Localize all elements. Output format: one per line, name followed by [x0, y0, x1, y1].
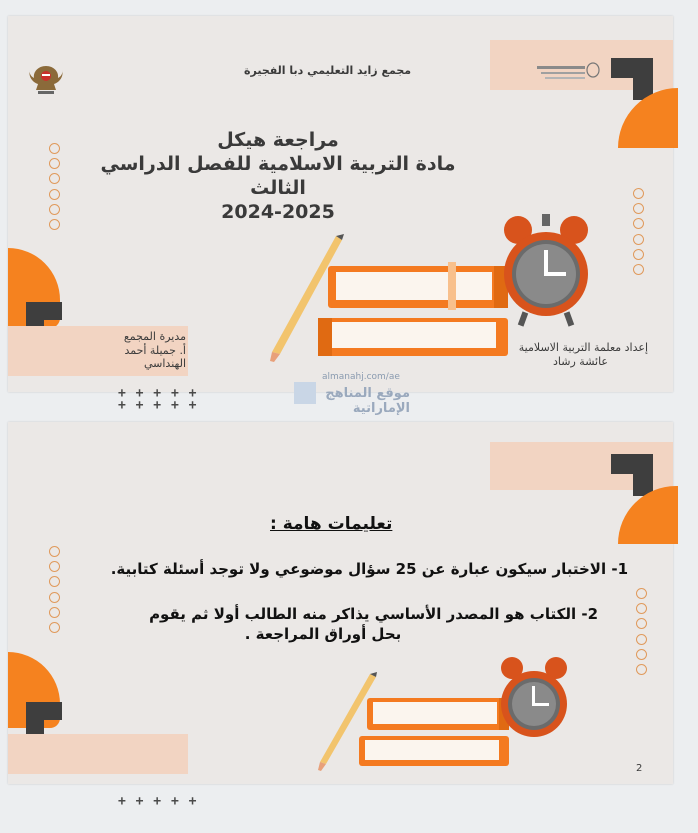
slide-2 — [8, 422, 673, 809]
decor-peach-block-left — [8, 734, 188, 774]
principal-name: أ. جميلة أحمد الهنداسي — [124, 344, 186, 370]
ministry-logo-icon — [533, 60, 601, 84]
plus-pattern-left: + + + + + — [118, 794, 198, 809]
decor-circles-left — [49, 143, 63, 234]
decor-dark-corner — [611, 58, 653, 100]
decor-dark-corner — [611, 454, 653, 496]
books-icon — [308, 256, 518, 366]
instructions-heading: تعليمات هامة : — [270, 514, 393, 534]
school-name: مجمع زايد التعليمي دبا الفجيرة — [244, 64, 412, 77]
decor-circles-right — [633, 188, 647, 279]
watermark-logo-icon — [294, 382, 316, 404]
decor-circles-left — [49, 546, 63, 637]
alarm-clock-icon — [494, 654, 574, 748]
title-line-3: 2024-2025 — [221, 201, 335, 223]
teacher-name: عائشة رشاد — [553, 355, 608, 368]
decor-circles-right — [636, 588, 650, 679]
page-number: 2 — [636, 763, 643, 774]
principal-role: مديرة المجمع — [123, 330, 186, 343]
instruction-item-2-cont: بحل أوراق المراجعة . — [244, 625, 402, 643]
title-line-1: مراجعة هيكل — [217, 129, 339, 151]
alarm-clock-icon — [496, 212, 596, 330]
books-icon — [353, 690, 513, 774]
title-line-2: مادة التربية الاسلامية للفصل الدراسي الثالث — [100, 153, 456, 199]
watermark — [290, 372, 420, 424]
prepared-by-label: إعداد معلمة التربية الاسلامية — [518, 341, 648, 354]
watermark-text: موقع المناهج الإماراتية — [325, 386, 410, 416]
plus-pattern-left: + + + + + + + + + + — [118, 386, 198, 413]
uae-emblem-icon — [28, 62, 64, 96]
slide-title — [98, 128, 458, 224]
instruction-item-1: 1- الاختبار سيكون عبارة عن 25 سؤال موضوعي ولا توجد أسئلة كتابية. — [110, 560, 628, 578]
instruction-item-2: 2- الكتاب هو المصدر الأساسي يذاكر منه الطالب أولا ثم يقوم — [149, 605, 598, 623]
watermark-url: almanahj.com/ae — [322, 372, 400, 382]
